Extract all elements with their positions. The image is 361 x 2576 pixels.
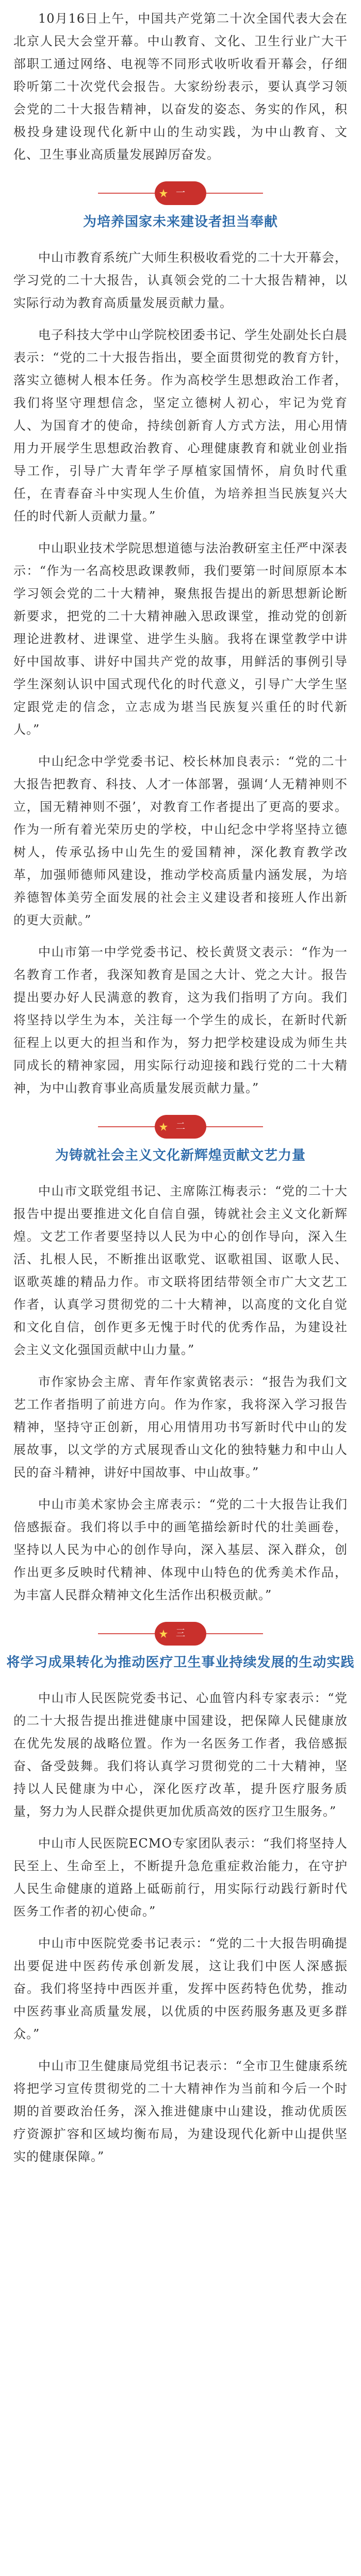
section-paragraph: 中山市卫生健康局党组书记表示：“全市卫生健康系统将把学习宣传贯彻党的二十大精神作为当前和今后一个时期的首要政治任务，深入推进健康中山建设，推动优质医疗资源扩容和区域均衡布局，为建设现代化新中山提供坚实的健康保障。” [13, 2059, 348, 2164]
star-icon [159, 1122, 168, 1131]
section-paragraph: 市作家协会主席、青年作家黄铭表示：“报告为我们文艺工作者指明了前进方向。作为作家，我将深入学习报告精神，坚持守正创新，用心用情用功书写新时代中山的发展故事，以文学的方式展现香山文化的独特魅力和中山人民的奋斗精神，讲好中国故事、中山故事。” [13, 1375, 348, 1480]
section-paragraph: 中山市美术家协会主席表示：“党的二十大报告让我们倍感振奋。我们将以手中的画笔描绘新时代的壮美画卷，坚持以人民为中心的创作导向，深入基层、深入群众，创作出更多反映时代精神、体现中山特色的优秀美术作品，为丰富人民群众精神文化生活作出积极贡献。” [13, 1497, 348, 1602]
badge-label: 三 [176, 1628, 185, 1639]
section-heading [0, 180, 361, 233]
section-paragraph: 电子科技大学中山学院校团委书记、学生处副处长白晨表示：“党的二十大报告指出，要全面贯彻党的教育方针，落实立德树人根本任务。作为高校学生思想政治工作者，我们将坚守理想信念，坚定立德树人初心，牢记为党育人、为国育才的使命，持续创新育人方式方法，用心用情用力开展学生思想政治教育、心理健康教育和就业创业指导工作，引导广大青年学子厚植家国情怀，肩负时代重任，在青春奋斗中实现人生价值，为培养担当民族复兴大任的时代新人贡献力量。” [13, 328, 348, 523]
divider-line [206, 1126, 263, 1127]
badge-label: 二 [176, 1121, 185, 1132]
section-title: 为铸就社会主义文化新辉煌贡献文艺力量 [55, 1148, 306, 1163]
section-paragraph: 中山市第一中学党委书记、校长黄贤文表示：“作为一名教育工作者，我深知教育是国之大计、党之大计。报告提出要办好人民满意的教育，这为我们指明了方向。我们将坚持以学生为本，关注每一个学生的成长，在新时代新征程上以更大的担当和作为，努力把学校建设成为师生共同成长的精神家园，用实际行动迎接和践行党的二十大精神，为中山教育事业高质量发展贡献力量。” [13, 945, 348, 1095]
intro-paragraph: 10月16日上午，中国共产党第二十次全国代表大会在北京人民大会堂开幕。中山教育、文化、卫生行业广大干部职工通过网络、电视等不同形式收听收看开幕会，仔细聆听第二十次党代会报告。大家纷纷表示，要认真学习领会党的二十大报告精神，以奋发的姿态、务实的作风，积极投身建设现代化新中山的生动实践，为中山教育、文化、卫生事业高质量发展踔厉奋发。 [13, 11, 348, 162]
section-badge-row [0, 1114, 361, 1140]
section-paragraph: 中山纪念中学党委书记、校长林加良表示：“党的二十大报告把教育、科技、人才一体部署，强调‘人无精神则不立，国无精神则不强’，对教育工作者提出了更高的要求。作为一所有着光荣历史的学校，中山纪念中学将坚持立德树人，传承弘扬中山先生的爱国精神，深化教育教学改革，加强师德师风建设，推动学校高质量内涵发展，为培养德智体美劳全面发展的社会主义建设者和接班人作出新的更大贡献。” [13, 754, 348, 927]
section-title: 将学习成果转化为推动医疗卫生事业持续发展的生动实践 [6, 1655, 355, 1670]
star-icon [159, 1629, 168, 1638]
star-icon [159, 189, 168, 198]
divider-line [98, 1633, 155, 1634]
divider-line [206, 1633, 263, 1634]
section-number-badge [155, 181, 206, 205]
section-number-badge [155, 1115, 206, 1139]
section-heading [0, 1621, 361, 1673]
section-paragraph: 中山市教育系统广大师生积极收看党的二十大开幕会，学习党的二十大报告，认真领会党的二十大报告精神，以实际行动为教育高质量发展贡献力量。 [13, 250, 348, 310]
divider-line [98, 1126, 155, 1127]
section-paragraph: 中山职业技术学院思想道德与法治教研室主任严中深表示：“作为一名高校思政课教师，我们要第一时间原原本本学习领会党的二十大精神，聚焦报告提出的新思想新论断新要求，把党的二十大精神融入思政课堂，推动党的创新理论进教材、进课堂、进学生头脑。我将在课堂教学中讲好中国故事、讲好中国共产党的故事，用鲜活的事例引导学生深刻认识中国式现代化的时代意义，引导广大学生坚定跟党走的信念，立志成为堪当民族复兴重任的时代新人。” [13, 541, 348, 737]
section-title: 为培养国家未来建设者担当奉献 [83, 214, 278, 230]
section-badge-row [0, 1621, 361, 1647]
divider-line [206, 193, 263, 194]
divider-line [98, 193, 155, 194]
section-paragraph: 中山市中医院党委书记表示：“党的二十大报告明确提出要促进中医药传承创新发展，这让我们中医人深感振奋。我们将坚持中西医并重，发挥中医药特色优势，推动中医药事业高质量发展，以优质的中医药服务惠及更多群众。” [13, 1936, 348, 2041]
section-number-badge [155, 1622, 206, 1646]
section-paragraph: 中山市文联党组书记、主席陈江梅表示：“党的二十大报告中提出要推进文化自信自强，铸就社会主义文化新辉煌。文艺工作者要坚持以人民为中心的创作导向，深入生活、扎根人民，不断推出讴歌党、讴歌祖国、讴歌人民、讴歌英雄的精品力作。市文联将团结带领全市广大文艺工作者，认真学习贯彻党的二十大精神，以高度的文化自觉和文化自信，创作更多无愧于时代的优秀作品，为建设社会主义文化强国贡献中山力量。” [13, 1184, 348, 1357]
section-paragraph: 中山市人民医院党委书记、心血管内科专家表示：“党的二十大报告提出推进健康中国建设，把保障人民健康放在优先发展的战略位置。作为一名医务工作者，我倍感振奋、备受鼓舞。我们将认真学习贯彻党的二十大精神，坚持以人民健康为中心，深化医疗改革，提升医疗服务质量，努力为人民群众提供更加优质高效的医疗卫生服务。” [13, 1691, 348, 1819]
section-heading [0, 1114, 361, 1166]
badge-label: 一 [176, 188, 185, 198]
section-badge-row [0, 180, 361, 206]
section-paragraph: 中山市人民医院ECMO专家团队表示：“我们将坚持人民至上、生命至上，不断提升急危重症救治能力，在守护人民生命健康的道路上砥砺前行，用实际行动践行新时代医务工作者的初心使命。” [13, 1836, 348, 1919]
